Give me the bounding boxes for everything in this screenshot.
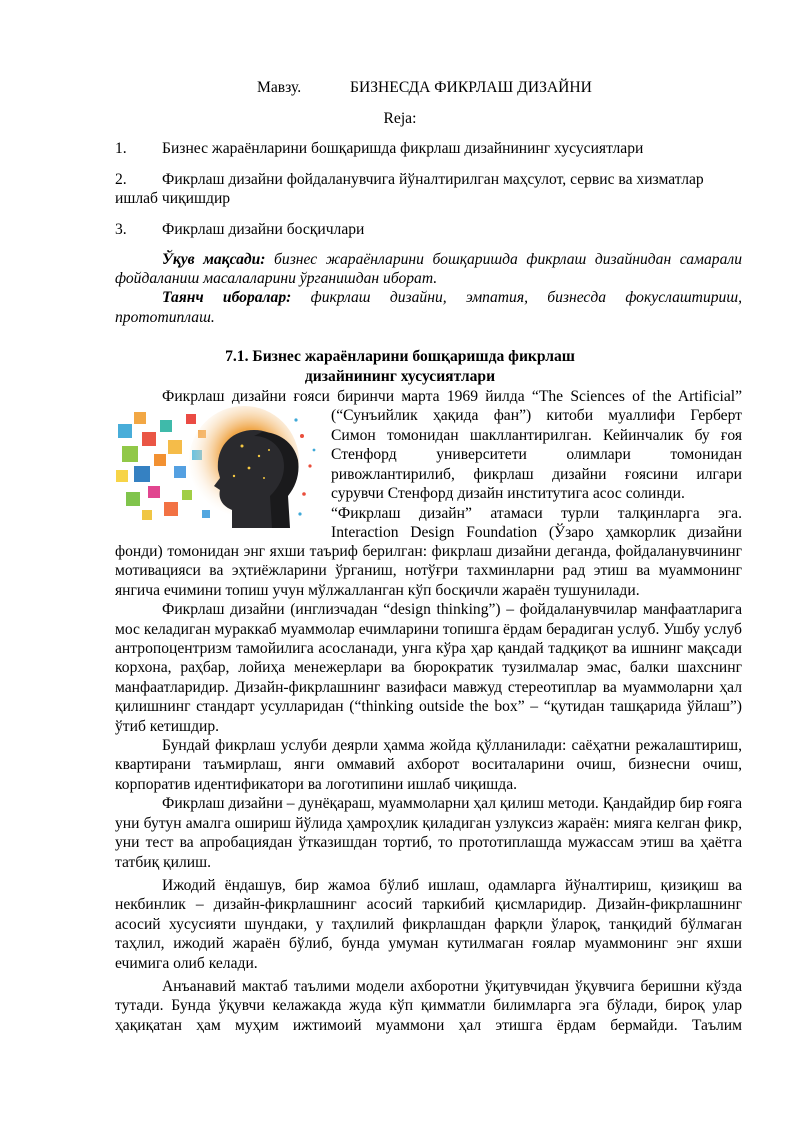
paragraph: Фикрлаш дизайни (инглизчадан “design thinking”) – фойдаланувчилар манфаатларига мос келадиган мураккаб муаммолар ечимларини топишга ёрдам берадиган услуб. Ушбу услуб антропоцентризм тамойилига асосланади, унга кўра ҳар қандай тадқиқот ва ишнинг мақсади корхона, раҳбар, лойиҳа менежерлари ва бюрократик тузилмалар эмас, балки шахснинг манфаатларидир. Дизайн-фикрлашнинг вазифаси мавжуд стереотиплар ва муаммоларни ҳал қилишнинг стандарт усулларидан (“thinking outside the box” – “қутидан ташқарида ўйлаш”) ўтиб кетишдир. bbox=[115, 601, 742, 735]
section-title-line-2: дизайнининг хусусиятлари bbox=[304, 368, 496, 385]
topic-title: БИЗНЕСДА ФИКРЛАШ ДИЗАЙНИ bbox=[350, 79, 592, 96]
paragraph: Фикрлаш дизайни – дунёқараш, муаммоларни ҳал қилиш методи. Қандайдир бир ғояга уни бутун амалга ошириш йўлида ҳамроҳлик қиладиган узлуксиз жараён: мияга келган фикр, уни тест ва апробациядан ўтказишдан тортиб, то прототиплашда мужассам этиш ва ҳаётга татбиқ қилиш. bbox=[115, 795, 742, 871]
plan-item-text: Фикрлаш дизайни фойдаланувчига йўналтирилган маҳсулот, сервис ва хизматлар bbox=[162, 171, 704, 188]
paragraph: фонди) томонидан энг яхши таъриф берилган: фикрлаш дизайни деганда, фойдаланувчининг мотивацияси ва эҳтиёжларини ўрганиш, нотўғри тахминларни рад этиш ва муаммонинг янгича ечимини топиш учун мўлжалланган кўп босқичли жараён тушунилади. bbox=[115, 543, 742, 599]
paragraph-line: “Фикрлаш дизайн” атамаси турли талқинларга эга. bbox=[331, 504, 742, 522]
paragraph-line: Симон томонидан шакллантирилган. Кейинчалик бу ғоя bbox=[331, 426, 742, 444]
paragraph-line: Стенфорд университети олимлари томонидан bbox=[331, 446, 742, 463]
paragraph-line: сурувчи Стенфорд дизайн институтига асос солинди. bbox=[331, 485, 685, 502]
head-illustration bbox=[114, 406, 320, 528]
goal-text: бизнес жараёнларини бошқаришда фикрлаш дизайнидан самарали bbox=[265, 251, 742, 268]
paragraph-line: Фикрлаш дизайни ғояси биринчи марта 1969 йилда “The Sciences of the Artificial” bbox=[162, 388, 742, 405]
section-title-line-1: 7.1. Бизнес жараёнларини бошқаришда фикрлаш bbox=[225, 348, 575, 365]
plan-item-text: Фикрлаш дизайни босқичлари bbox=[162, 221, 365, 238]
topic-label: Мавзу. bbox=[257, 79, 302, 96]
goal-label: Ўқув мақсади: bbox=[162, 251, 266, 268]
keywords-text: фикрлаш дизайни, эмпатия, бизнесда фокуслаштириш, bbox=[291, 289, 743, 306]
paragraph: Анъанавий мактаб таълими модели ахборотни ўқитувчидан ўқувчига беришни кўзда тутади. Бунда ўқувчи келажакда жуда кўп қимматли билимларга эга бўлади, бироқ улар ҳақиқатан ҳам муҳим ижтимоий муаммони ҳал этишга ёрдам бермайди. Таълим bbox=[115, 977, 742, 1034]
plan-item-number: 1. bbox=[115, 140, 127, 157]
paragraph-line: (“Сунъийлик ҳақида фан”) китоби муаллифи Герберт bbox=[331, 407, 742, 424]
keywords-line-2: прототиплаш. bbox=[115, 309, 215, 326]
paragraph-line: ривожлантирилиб, фикрлаш дизайни ғоясини илгари bbox=[331, 465, 742, 483]
plan-item-text-cont: ишлаб чиқишдир bbox=[115, 190, 231, 207]
paragraph: Бундай фикрлаш услуби деярли ҳамма жойда қўлланилади: саёҳатни режалаштириш, квартирани таъмирлаш, янги оммавий ахборот воситаларини очиш, бизнесни очиш, корпоратив идентификатори ва логотипини ишлаб чиқишда. bbox=[115, 737, 742, 793]
paragraph: Ижодий ёндашув, бир жамоа бўлиб ишлаш, одамларга йўналтириш, қизиқиш ва некбинлик – дизайн-фикрлашнинг асосий таркибий қисмларидир. Дизайн-фикрлашнинг асосий хусусияти шундаки, у таҳлилий фикрлашдан фарқли ўлароқ, танқидий бўлмаган таҳлил, ижодий жараён бўлиб, бунда умуман кутилмаган ғоялар муаммонинг энг яхши ечимига олиб келади. bbox=[115, 876, 742, 972]
goal-line-1 bbox=[162, 250, 742, 270]
goal-line-2: фойдаланиш масалаларини ўрганишдан иборат. bbox=[115, 270, 438, 287]
plan-item-number: 2. bbox=[115, 171, 127, 188]
plan-item-number: 3. bbox=[115, 221, 127, 238]
body-text bbox=[115, 542, 742, 1035]
paragraph-line: Interaction Design Foundation (Ўзаро ҳамкорлик дизайни bbox=[331, 524, 742, 541]
plan-item-text: Бизнес жараёнларини бошқаришда фикрлаш дизайнининг хусусиятлари bbox=[162, 140, 644, 157]
keywords-label: Таянч иборалар: bbox=[162, 289, 292, 306]
plan-label: Reja: bbox=[383, 110, 417, 127]
keywords-line-1 bbox=[162, 288, 742, 308]
